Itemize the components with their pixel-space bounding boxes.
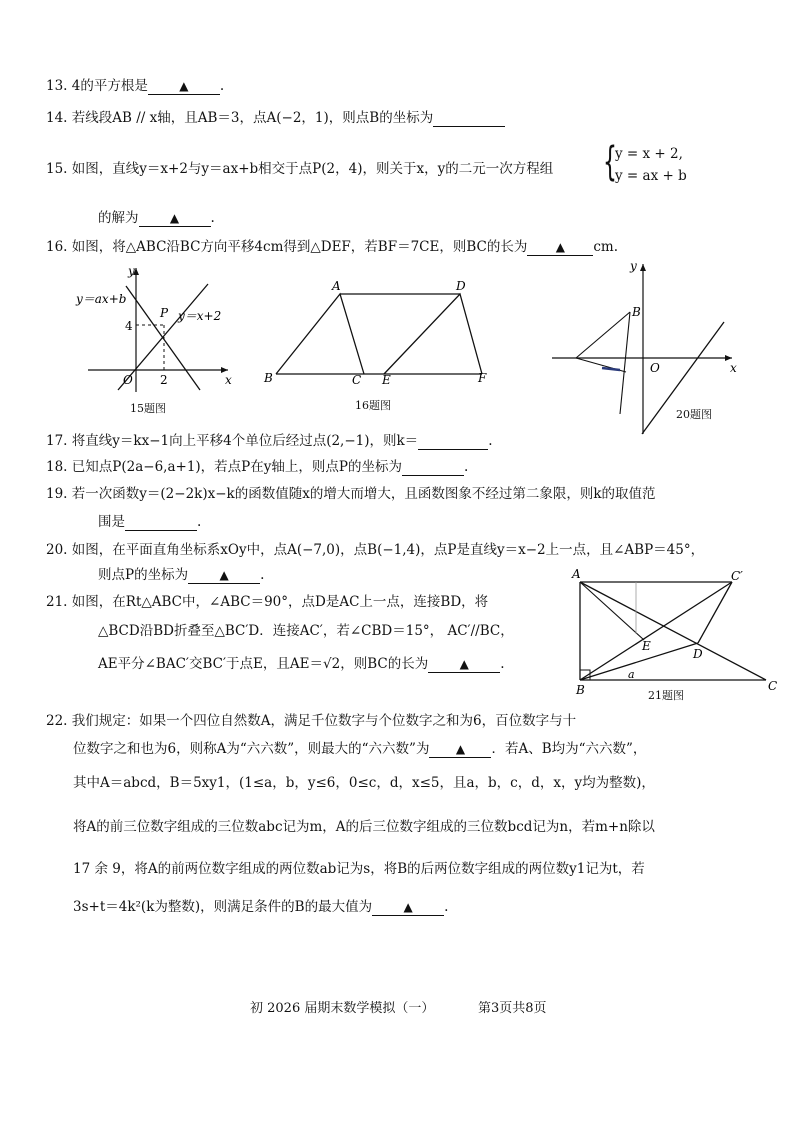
q22-row3 <box>73 771 655 791</box>
fig15-line1-label: y＝ax+b <box>76 292 127 306</box>
q13-answer-blank <box>148 80 220 95</box>
q21-line3: AE平分∠BAC′交BC′于点E，且AE＝√2，则BC的长为 <box>98 656 429 672</box>
q15-end: . <box>210 210 215 226</box>
fig21-figure <box>566 568 784 702</box>
q15-text: 如图，直线y＝x+2与y＝ax+b相交于点P(2，4)，则关于x，y的二元一次方程组 <box>71 161 554 177</box>
fig21-label-c: C <box>768 679 778 693</box>
fig15-caption: 15题图 <box>130 402 166 415</box>
q17-row <box>46 429 492 450</box>
q19-row2 <box>98 510 201 531</box>
q20-answer-blank <box>188 569 260 584</box>
q21-answer-mark: ▲ <box>459 657 469 671</box>
q19-number: 19. <box>46 486 68 502</box>
q21-end: . <box>500 656 505 672</box>
fig15-tick-y: 4 <box>125 319 133 333</box>
q15-answer-blank <box>139 212 211 227</box>
q18-row <box>46 455 468 476</box>
fig21-side-ac <box>580 582 766 680</box>
q15-answer-mark: ▲ <box>169 211 180 225</box>
q21-row3 <box>98 652 505 673</box>
q22-line2b: ．若A、B均为“六六数”， <box>491 741 647 757</box>
q20-line2: 则点P的坐标为 <box>98 567 189 583</box>
fig16-triangle-abc <box>276 294 364 374</box>
q22-answer1-mark: ▲ <box>455 742 466 756</box>
q18-number: 18. <box>46 459 68 475</box>
q20-end: . <box>260 567 265 583</box>
q22-row4 <box>73 815 655 835</box>
fig20-label-b: B <box>632 305 641 319</box>
q21-number: 21. <box>46 594 68 610</box>
q22-end: . <box>444 899 449 915</box>
q15-line2: 的解为 <box>98 210 139 226</box>
fig21-segment-c1d <box>698 582 732 643</box>
q20-answer-mark: ▲ <box>219 568 229 582</box>
fig20-y-arrow <box>640 264 646 271</box>
q22-answer1-blank <box>429 743 491 758</box>
q22-line1: 我们规定：如果一个四位自然数A，满足千位数字与个位数字之和为6，百位数字与十 <box>71 713 577 729</box>
q17-end: . <box>488 433 493 449</box>
fig15-line2-label: y＝x+2 <box>178 309 222 323</box>
q14-text: 若线段AB // x轴，且AB＝3，点A(−2，1)，则点B的坐标为 <box>71 110 434 126</box>
q16-number: 16. <box>46 239 68 255</box>
fig20-x-label: x <box>730 361 737 375</box>
q13-answer-mark: ▲ <box>179 79 189 93</box>
q15-equation-system <box>603 139 723 190</box>
q22-line2a: 位数字之和也为6，则称A为“六六数”，则最大的“六六数”为 <box>73 741 430 757</box>
fig16-label-f: F <box>478 371 487 385</box>
fig15-origin: O <box>123 373 133 387</box>
q20-number: 20. <box>46 542 68 558</box>
fig16-label-a: A <box>332 279 341 293</box>
q19-end: . <box>197 514 202 530</box>
fig15-y-label: y <box>128 264 135 278</box>
q22-row1 <box>46 709 576 729</box>
q22-answer2-mark: ▲ <box>403 900 413 914</box>
q21-row2 <box>98 619 514 639</box>
q18-end: . <box>463 459 469 475</box>
q16-unit: cm. <box>593 239 619 255</box>
fig15-x-label: x <box>225 373 232 387</box>
q18-text: 已知点P(2a−6,a+1)，若点P在y轴上，则点P的坐标为 <box>71 459 402 475</box>
q17-text: 将直线y＝kx−1向上平移4个单位后经过点(2,−1)，则k＝ <box>71 433 419 449</box>
fig20-pen-mark <box>602 368 620 370</box>
fig20-y-label: y <box>630 259 637 273</box>
fig21-label-d: D <box>693 647 703 661</box>
q21-line2: △BCD沿BD折叠至△BC′D．连接AC′，若∠CBD＝15°， AC′//BC， <box>98 623 514 639</box>
fig20-caption: 20题图 <box>676 408 712 421</box>
q16-row <box>46 235 618 256</box>
q22-line3: 其中A＝abcd，B＝5xy1，(1≤a，b，y≤6，0≤c，d，x≤5，且a，b，c，d，x，y均为整数)， <box>73 775 655 791</box>
q16-answer-blank <box>527 241 593 256</box>
q21-line1: 如图，在Rt△ABC中，∠ABC＝90°，点D是AC上一点，连接BD，将 <box>71 594 489 610</box>
q16-text: 如图，将△ABC沿BC方向平移4cm得到△DEF，若BF＝7CE，则BC的长为 <box>71 239 528 255</box>
fig21-label-a: A <box>572 568 581 581</box>
q13-row <box>46 74 224 95</box>
footer-page-number: 第3页共8页 <box>478 1001 547 1016</box>
q13-number: 13. <box>46 78 68 94</box>
q14-number: 14. <box>46 110 68 126</box>
fig20-graph <box>546 258 746 438</box>
q22-line4: 将A的前三位数字组成的三位数abc记为m，A的后三位数字组成的三位数bcd记为n，若m+n除以 <box>73 819 655 835</box>
fig16-label-b: B <box>264 371 273 385</box>
q19-answer-blank <box>125 516 197 531</box>
fig16-label-c: C <box>352 373 362 387</box>
q21-answer-blank <box>428 658 500 673</box>
q17-number: 17. <box>46 433 68 449</box>
fig21-label-e: E <box>642 639 651 653</box>
fig16-triangle-def <box>384 294 482 374</box>
fig20-origin: O <box>650 361 660 375</box>
q20-text: 如图，在平面直角坐标系xOy中，点A(−7,0)，点B(−1,4)，点P是直线y＝x−2上一点，且∠ABP＝45°， <box>71 542 705 558</box>
footer-exam-title: 初 2026 届期末数学模拟（一） <box>250 1001 435 1016</box>
fig16-label-e: E <box>382 373 391 387</box>
q22-answer2-blank <box>372 901 444 916</box>
fig21-label-c1: C′ <box>731 569 743 583</box>
fig16-caption: 16题图 <box>355 399 391 412</box>
q14-row <box>46 106 505 127</box>
fig16-label-d: D <box>456 279 466 293</box>
q22-line5: 17 余 9，将A的前两位数字组成的两位数ab记为s，将B的后两位数字组成的两位数y1记为t，若 <box>73 861 645 877</box>
fig21-segment-bc1 <box>580 582 732 680</box>
q22-row5 <box>73 857 645 877</box>
fig21-label-b: B <box>576 683 585 697</box>
fig20-segment-bp <box>620 312 630 414</box>
q13-text: 4的平方根是 <box>71 78 148 94</box>
q17-answer-blank <box>418 435 488 450</box>
fig21-caption: 21题图 <box>648 689 684 702</box>
q19-line2: 围是 <box>98 514 125 530</box>
q22-line6: 3s+t＝4k²(k为整数)，则满足条件的B的最大值为 <box>73 899 373 915</box>
q22-row2 <box>73 737 646 758</box>
fig16-figure <box>258 276 498 396</box>
q22-row6 <box>73 895 448 916</box>
fig20-segment-ab <box>576 312 630 358</box>
q15-eq2: y = ax + b <box>615 168 687 184</box>
q20-row2 <box>98 563 264 584</box>
q19-row <box>46 482 656 502</box>
q15-brace: { <box>603 139 617 185</box>
q21-row1 <box>46 590 488 610</box>
fig21-label-a-small: a <box>628 668 635 681</box>
q16-answer-mark: ▲ <box>555 240 565 254</box>
q18-answer-blank <box>402 461 464 476</box>
q15-number: 15. <box>46 161 68 177</box>
q13-end: . <box>219 78 225 94</box>
q20-row <box>46 538 704 558</box>
q14-answer-blank <box>433 112 505 127</box>
q15-row2 <box>98 206 215 227</box>
fig21-segment-bd <box>580 643 698 680</box>
fig15-tick-x: 2 <box>160 373 168 387</box>
fig15-graph <box>68 262 258 394</box>
q19-text: 若一次函数y＝(2−2k)x−k的函数值随x的增大而增大，且函数图象不经过第二象限，则k的取值范 <box>71 486 656 502</box>
q15-eq1: y = x + 2, <box>615 146 683 162</box>
q22-number: 22. <box>46 713 68 729</box>
fig15-point-p: P <box>160 306 169 320</box>
q15-row <box>46 157 553 177</box>
